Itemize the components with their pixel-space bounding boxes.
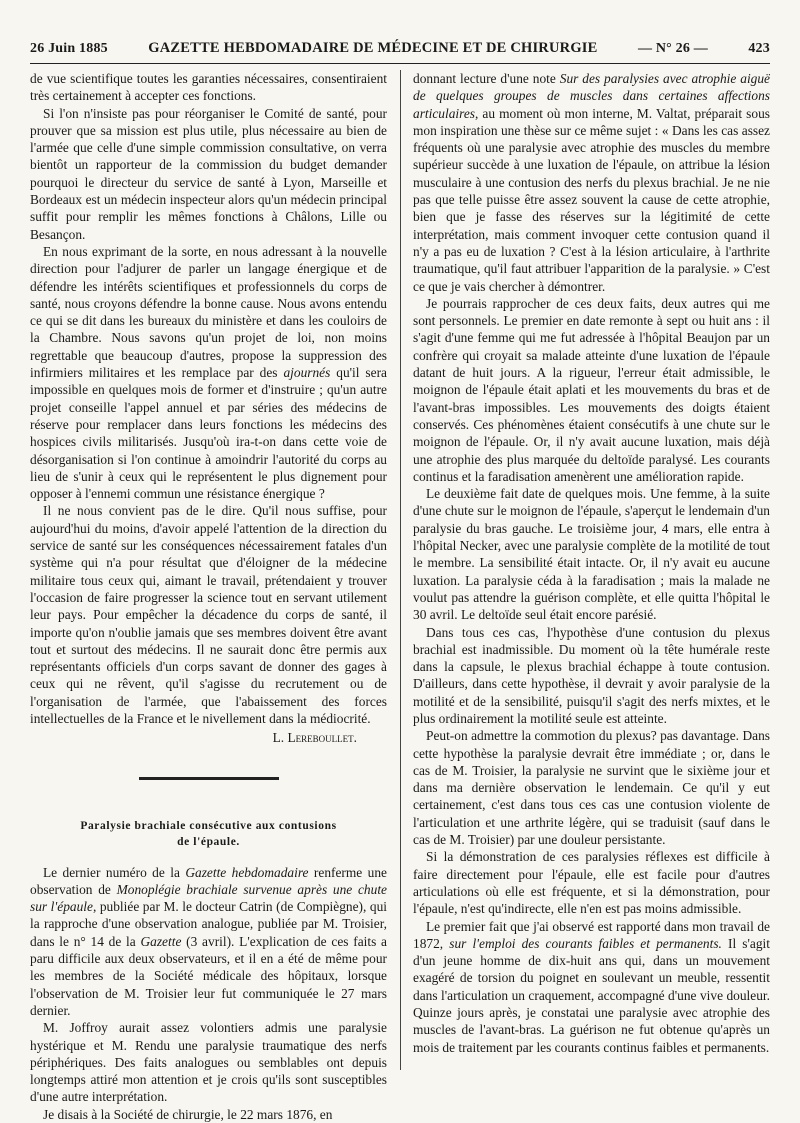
paragraph: M. Joffroy aurait assez volontiers admis une paralysie hystérique et M. Rendu une paralysie traumatique des nerfs périphériques. Des faits analogues ou semblables ont depuis longtemps attiré mon attention et je crois qu'ils sont susceptibles d'une autre interprétation. (30, 1020, 387, 1105)
paragraph: de vue scientifique toutes les garanties nécessaires, consentiraient très certainement à accepter ces fonctions. (30, 71, 387, 104)
section-separator (139, 777, 279, 780)
author-signature: L. Lereboullet. (272, 730, 357, 746)
section-title: Paralysie brachiale consécutive aux contusions de l'épaule. (80, 819, 337, 848)
paragraph: Le deuxième fait date de quelques mois. Une femme, à la suite d'une chute sur le moignon de l'épaule, s'aperçut le lendemain d'un paralysie du bras gauche. Le troisième jour, 4 mars, elle entra à l'hôpital Necker, avec une paralysie complète de la motilité de tout le membre. La sensibilité était intacte. Or, il n'y avait eu aucune luxation. La paralysie céda à la faradisation ; mais la malade ne voulut pas attendre la guérison complète, et elle quitta l'hôpital le 30 avril. Le deltoïde seul était encore parésié. (413, 486, 770, 623)
paragraph: donnant lecture d'une note Sur des paralysies avec atrophie aiguë de quelques groupes de muscles dans certaines affections articulaires, au moment où mon interne, M. Valtat, préparait sous mon inspiration une thèse sur ce même sujet : « Dans les cas assez fréquents où une paralysie avec atrophie des muscles du membre supérieur succède à une luxation de l'épaule, on attribue la lésion musculaire à une contusion des nerfs du plexus brachial. Je ne nie pas que telle puisse être assez souvent la cause de cette atrophie, bien que je fasse des réserves sur la légitimité de cette interprétation, mais comment invoquer cette contusion quand il n'y a pas eu de luxation ? C'est à la lésion articulaire, à l'arthrite traumatique, qu'il faut attribuer l'apparition de la paralysie. » C'est ce que je vais chercher à démontrer. (413, 71, 770, 294)
paragraph: Si l'on n'insiste pas pour réorganiser le Comité de santé, pour prouver que sa mission est plus utile, plus nécessaire au bien de l'armée que celle d'une simple commission consultative, on verra bientôt un rapporteur de la commission du budget demander pourquoi le directeur du service de santé à Lyon, Marseille et Bordeaux est un médecin inspecteur alors qu'un médecin principal suffit pour remplir les mêmes fonctions à Châlons, Lille ou Besançon. (30, 105, 387, 242)
right-column (413, 70, 770, 1080)
header-issue-number: — N° 26 — (637, 41, 708, 56)
header-rule (30, 63, 770, 64)
two-column-body (30, 70, 770, 1122)
header-date: 26 Juin 1885 (30, 41, 108, 56)
paragraph: Je disais à la Société de chirurgie, le 22 mars 1876, en (43, 1106, 333, 1122)
header-page-number: 423 (748, 41, 770, 56)
paragraph: En nous exprimant de la sorte, en nous adressant à la nouvelle direction pour l'adjurer de parler un langage énergique et de défendre les intérêts scientifiques et professionnels du corps de santé, nous croyons défendre la bonne cause. Nous avons entendu ce qui se dit dans les bureaux du ministère et dans les couloirs de la Chambre. Nous savons qu'un projet de loi, non moins regrettable que beaucoup d'autres, propose la suppression des infirmiers militaires et les remplace par des ajournés qu'il sera impossible en quelques mois de former et d'instruire ; qu'un autre projet conseille l'appel annuel et par séries des médecins de réserve pour remplacer dans leurs fonctions les médecins des hospices civils militarisés. Jusqu'où ira-t-on dans cette voie de désorganisation si l'on continue à amoindrir l'autorité du corps au lieu de s'unir à ceux qui le représentent le plus dignement pour opposer à l'ennemi commun une résistance énergique ? (30, 243, 387, 502)
paragraph: Peut-on admettre la commotion du plexus? pas davantage. Dans cette hypothèse la paralysie devrait être immédiate ; or, dans le cas de M. Troisier, la paralysie ne survint que le sixième jour et dans ma dernière observation le lendemain. Ce qu'il y eut certainement, c'est dans tous ces cas une contusion violente de l'articulation et une arthrite légère, qui se traduisit (sauf dans le cas de M. Troisier) par une douleur persistante. (413, 728, 770, 848)
paragraph: Je pourrais rapprocher de ces deux faits, deux autres qui me sont personnels. Le premier en date remonte à sept ou huit ans : il s'agit d'une femme qui me fut adressée à l'hôpital Beaujon par un confrère qui croyait sa malade atteinte d'une luxation de l'épaule datant de huit jours. A la rigueur, l'erreur était admissible, le moignon de l'épaule était aplati et les mouvements du bras et de l'avant-bras impossibles. Les mouvements des doigts étaient conservés. Ces phénomènes étaient consécutifs à une chute sur le moignon de l'épaule. Or, il n'y avait aucune luxation, mais déjà une atrophie des plus marquée du deltoïde paralysé. Les courants continus et la faradisation amenèrent une amélioration rapide. (413, 295, 770, 484)
paragraph: Dans tous ces cas, l'hypothèse d'une contusion du plexus brachial est inadmissible. Du moment où la tête humérale reste dans la capsule, le plexus brachial échappe à toute contusion. D'ailleurs, dans cette hypothèse, il devrait y avoir paralysie de la motilité et de la sensibilité, puisqu'il s'agit des nerfs mixtes, et le plus ordinairement la motilité seule est atteinte. (413, 624, 770, 726)
header-journal-title: GAZETTE HEBDOMADAIRE DE MÉDECINE ET DE CHIRURGIE (148, 40, 598, 56)
paragraph: Le premier fait que j'ai observé est rapporté dans mon travail de 1872, sur l'emploi des courants faibles et permanents. Il s'agit d'un jeune homme de dix-huit ans qui, dans un mouvement exagéré de torsion du poignet en soulevant un meuble, ressentit dans l'articulation un craquement, accompagné d'une vive douleur. Quinze jours après, je constatai une paralysie avec atrophie des muscles de l'avant-bras. La guérison ne fut obtenue qu'après un mois de traitement par les courants continus faibles et permanents. (413, 918, 770, 1055)
paragraph: Le dernier numéro de la Gazette hebdomadaire renferme une observation de Monoplégie brachiale survenue après une chute sur l'épaule, publiée par M. le docteur Catrin (de Compiègne), qui la rapproche d'une observation analogue, publiée par M. Troisier, dans le n° 14 de la Gazette (3 avril). L'explication de ces faits a paru difficile aux deux observateurs, et il en a été de même pour les membres de la Société médicale des hôpitaux, lorsque l'observation de M. Troisier leur fut communiquée le 27 mars dernier. (30, 864, 388, 1018)
paragraph: Il ne nous convient pas de le dire. Qu'il nous suffise, pour aujourd'hui du moins, d'avoir appelé l'attention de la direction du service de santé sur les conséquences nécessairement fatales d'un système qui n'a pour résultat que d'éloigner de la médecine militaire tous ceux qui, aimant le travail, prétendaient y trouver l'occasion de faire progresser la science tout en servant utilement leur pays. Pour empêcher la décadence du corps de santé, il importe qu'on n'oublie jamais que ses membres doivent être avant tout et surtout des médecins. Il ne saurait donc être permis aux représentants officiels d'un corps savant de donner des gages à ceux qui ne rêvent, qu'il s'agisse du recrutement ou de l'organisation de l'armée, que l'abaissement des forces intellectuelles de la France et le nivellement dans la médiocrité. (30, 503, 387, 726)
left-column (30, 70, 388, 1122)
column-divider (400, 70, 401, 1070)
paragraph: Si la démonstration de ces paralysies réflexes est difficile à faire directement pour l'épaule, elle est facile pour d'autres articulations où elle est fréquente, et si la démonstration, pour l'épaule, n'est qu'indirecte, elle n'en est pas moins admissible. (413, 849, 770, 917)
running-header (30, 40, 770, 58)
